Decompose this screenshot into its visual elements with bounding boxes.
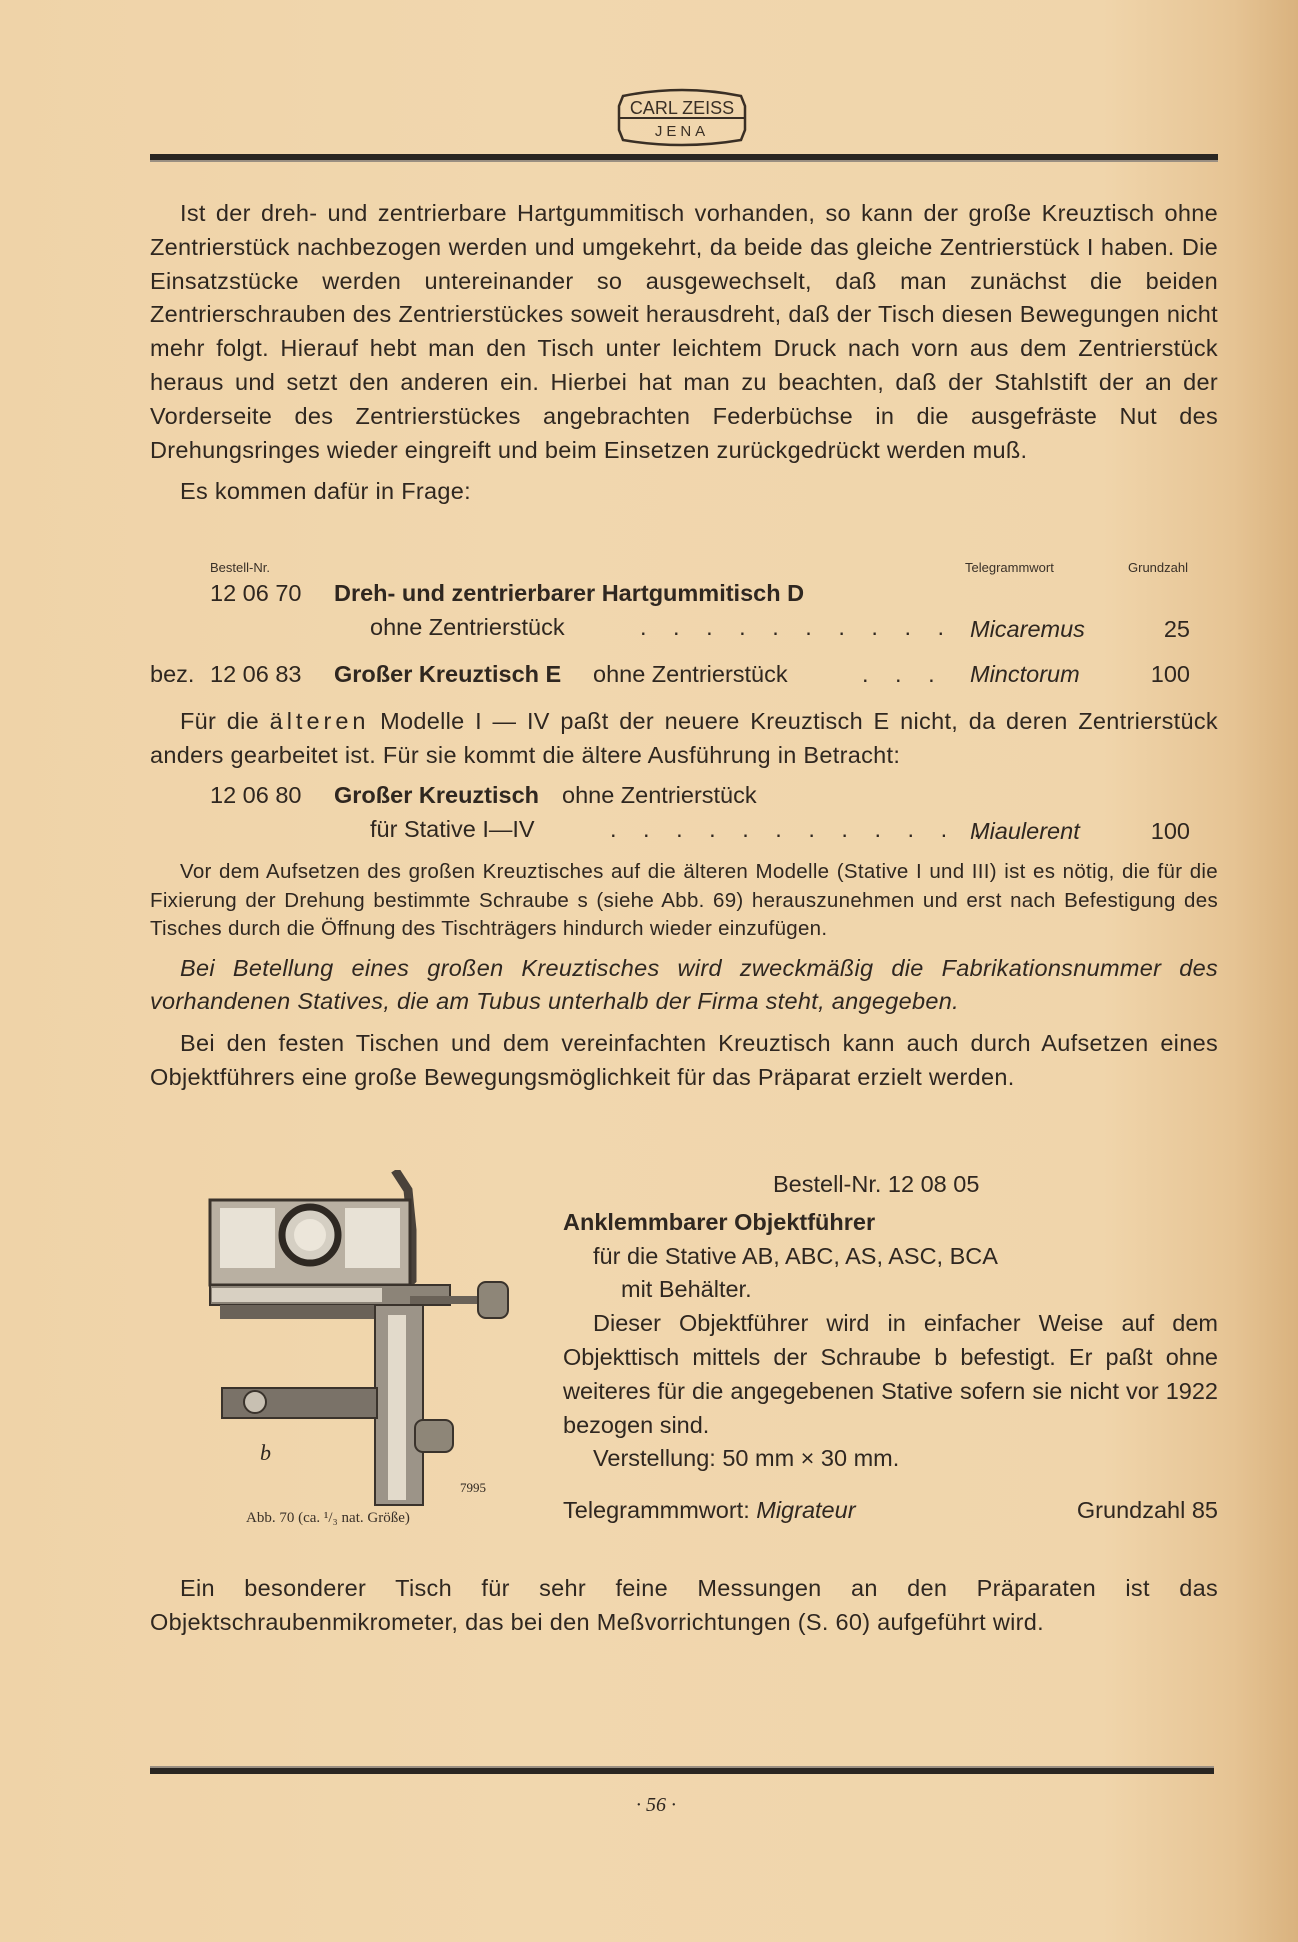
- telegram-word: Micaremus: [970, 616, 1085, 642]
- item-name-line2: für Stative I—IV: [370, 816, 535, 842]
- column-header-base: Grundzahl: [1128, 560, 1188, 575]
- paragraph-ordering-note: Bei Betellung eines großen Kreuztisches wird zweckmäßig die Fabrikationsnummer des vorhandenen Statives, die am Tubus unterhalb der Firma steht, angegeben.: [150, 954, 1218, 1015]
- object-guide-illustration: [200, 1170, 530, 1510]
- leader-dots: . . .: [862, 661, 945, 687]
- column-header-telegram: Telegrammwort: [965, 560, 1054, 575]
- paragraph-exchange: Ist der dreh- und zentrierbare Hartgummitisch vorhanden, so kann der große Kreuztisch ohne Zentrierstück nachbezogen werden und umgekehrt, da beide das gleiche Zentrierstück I haben. Die Einsatzstücke werden untereinander so ausgewechselt, daß man zunächst die beiden Zentrierschrauben des Zentrierstückes soweit herausdreht, daß der Tisch diesen Bewegungen nicht mehr folgt. Hierauf hebt man den Tisch unter leichtem Druck nach vorn aus dem Zentrierstück heraus und setzt den anderen ein. Hierbei hat man zu beachten, daß der Stahlstift der an der Vorderseite des Zentrierstückes angebrachten Federbüchse in die ausgefräste Nut des Drehungsringes wieder eingreift und beim Einsetzen zurückgedrückt werden muß.: [150, 200, 1218, 463]
- product-includes: mit Behälter.: [621, 1276, 752, 1303]
- base-number: 100: [1150, 818, 1190, 844]
- paragraph-object-guide: Bei den festen Tischen und dem vereinfachten Kreuztisch kann auch durch Aufsetzen eines Objektführers eine große Bewegungsmöglichkeit für das Präparat erzielt werden.: [150, 1030, 1218, 1090]
- base-number: Grundzahl 85: [1076, 1497, 1218, 1524]
- product-title: Anklemmbarer Objektführer: [563, 1208, 876, 1235]
- order-number: 12 06 80: [210, 782, 302, 808]
- order-prefix: bez.: [150, 661, 195, 687]
- telegram-word: Minctorum: [970, 661, 1080, 687]
- telegram-label: Telegrammmwort:: [563, 1497, 750, 1524]
- column-header-order-no: Bestell-Nr.: [210, 560, 270, 575]
- object-guide-drawing: [210, 1170, 508, 1505]
- notes-block: [150, 858, 1218, 1095]
- item-name-rest: ohne Zentrierstück: [593, 661, 788, 687]
- text-run: Modelle I — IV paßt der neuere Kreuztisch E nicht, da deren Zentrierstück anders gearbeitet ist. Für sie kommt die ältere Ausführung in Betracht:: [150, 708, 1218, 768]
- spaced-word: älteren: [269, 708, 370, 734]
- plate-number: 7995: [460, 1480, 486, 1495]
- screw-label-b: b: [260, 1440, 271, 1465]
- page-number: · 56 ·: [636, 1794, 676, 1816]
- item-name: Großer Kreuztisch: [334, 782, 540, 808]
- item-name: Dreh- und zentrierbarer Hartgummitisch D: [334, 580, 805, 606]
- telegram-word: Miaulerent: [970, 818, 1080, 844]
- figure-caption: Abb. 70 (ca. ¹/₃ nat. Größe): [246, 1510, 410, 1526]
- older-models-block: [150, 705, 1218, 773]
- paragraph-options: Es kommen dafür in Frage:: [180, 478, 471, 505]
- base-number: 25: [1163, 616, 1190, 642]
- item-name-line2: ohne Zentrierstück: [370, 614, 565, 640]
- footer-rule: [150, 1766, 1214, 1774]
- logo-line2: JENA: [654, 123, 710, 140]
- product-adjustment-range: Verstellung: 50 mm × 30 mm.: [593, 1445, 900, 1472]
- intro-block: [150, 197, 1218, 509]
- paragraph-mounting-note: Vor dem Aufsetzen des großen Kreuztisches auf die älteren Modelle (Stative I und III) ist es nötig, die für die Fixierung der Drehung bestimmte Schraube s (siehe Abb. 69) herauszunehmen und erst nach Befestigung des Tisches durch die Öffnung des Tischträgers hindurch wieder einzufügen.: [150, 860, 1218, 940]
- paragraph-older-models: [150, 705, 1218, 773]
- leader-dots: . . . . . . . . . .: [640, 614, 955, 640]
- carl-zeiss-logo: [617, 86, 747, 150]
- logo-line1: CARL ZEISS: [629, 98, 735, 118]
- item-name: Großer Kreuztisch E: [334, 661, 562, 687]
- product-compatible-stands: für die Stative AB, ABC, AS, ASC, BCA: [593, 1242, 998, 1269]
- text-run: Für die: [180, 708, 260, 734]
- closing-block: [150, 1572, 1218, 1640]
- order-number: 12 06 83: [210, 661, 302, 687]
- item-name-rest: ohne Zentrierstück: [562, 782, 757, 808]
- order-number: 12 06 70: [210, 580, 302, 606]
- base-number: 100: [1150, 661, 1190, 687]
- text-run: das bei den Meßvorrichtungen (S. 60) aufgeführt wird.: [465, 1608, 1044, 1635]
- paragraph-micrometer: [150, 1572, 1218, 1640]
- leader-dots: . . . . . . . . . . . .: [610, 816, 991, 842]
- product-description: Dieser Objektführer wird in einfacher Weise auf dem Objekttisch mittels der Schraube b befestigt. Er paßt ohne weiteres für die angegebenen Stative sofern sie nicht vor 1922 bezogen sind.: [563, 1310, 1218, 1438]
- product-order-number: Bestell-Nr. 12 08 05: [773, 1171, 980, 1197]
- header-rule: [150, 154, 1218, 162]
- text-run: Ein besonderer Tisch für sehr feine Messungen an den Präparaten ist das Objektschraubenmikrometer,: [150, 1575, 1218, 1635]
- telegram-word: Migrateur: [756, 1497, 856, 1524]
- product-block: [563, 1168, 1218, 1528]
- product-ordering-info: [563, 1494, 1218, 1528]
